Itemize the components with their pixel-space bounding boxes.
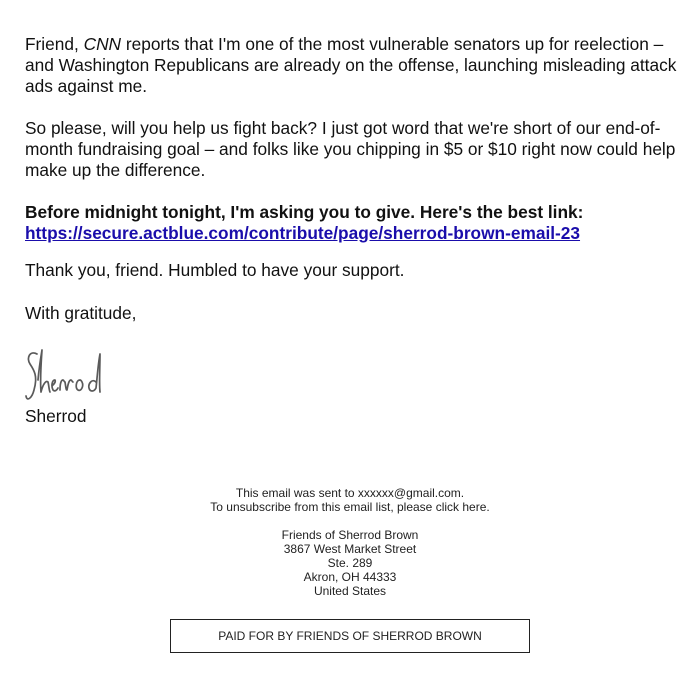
paragraph-deadline <box>25 202 685 244</box>
cnn-mention: CNN <box>83 34 122 54</box>
address-country: United States <box>313 584 387 598</box>
address-org: Friends of Sherrod Brown <box>281 528 419 542</box>
paragraph-intro <box>25 34 685 97</box>
handwritten-signature <box>24 346 134 408</box>
intro-text-start: Friend, <box>25 34 84 54</box>
mailing-address <box>0 528 700 598</box>
address-city: Akron, OH 44333 <box>303 570 397 584</box>
address-suite: Ste. 289 <box>327 556 373 570</box>
donate-link[interactable]: https://secure.actblue.com/contribute/page/sherrod-brown-email-23 <box>25 223 581 243</box>
unsubscribe-link[interactable]: To unsubscribe from this email list, please click here. <box>210 500 490 514</box>
sent-to-notice: This email was sent to xxxxxx@gmail.com. <box>235 486 465 500</box>
intro-text-end: reports that I'm one of the most vulnerable senators up for reelection – and Washington Republicans are already on the offense, launching misleading attack ads against me. <box>25 34 677 96</box>
paragraph-ask: So please, will you help us fight back? I just got word that we're short of our end-of-month fundraising goal – and folks like you chipping in $5 or $10 right now could help make up the difference. <box>25 118 676 180</box>
paragraph-thanks: Thank you, friend. Humbled to have your support. <box>25 260 405 280</box>
address-street: 3867 West Market Street <box>283 542 417 556</box>
paid-for-disclaimer: PAID FOR BY FRIENDS OF SHERROD BROWN <box>170 619 530 653</box>
closing-line: With gratitude, <box>25 303 137 323</box>
signature-name: Sherrod <box>25 406 87 426</box>
email-body <box>25 34 685 324</box>
deadline-text: Before midnight tonight, I'm asking you to give. Here's the best link: <box>25 202 584 222</box>
email-footer <box>0 486 700 598</box>
